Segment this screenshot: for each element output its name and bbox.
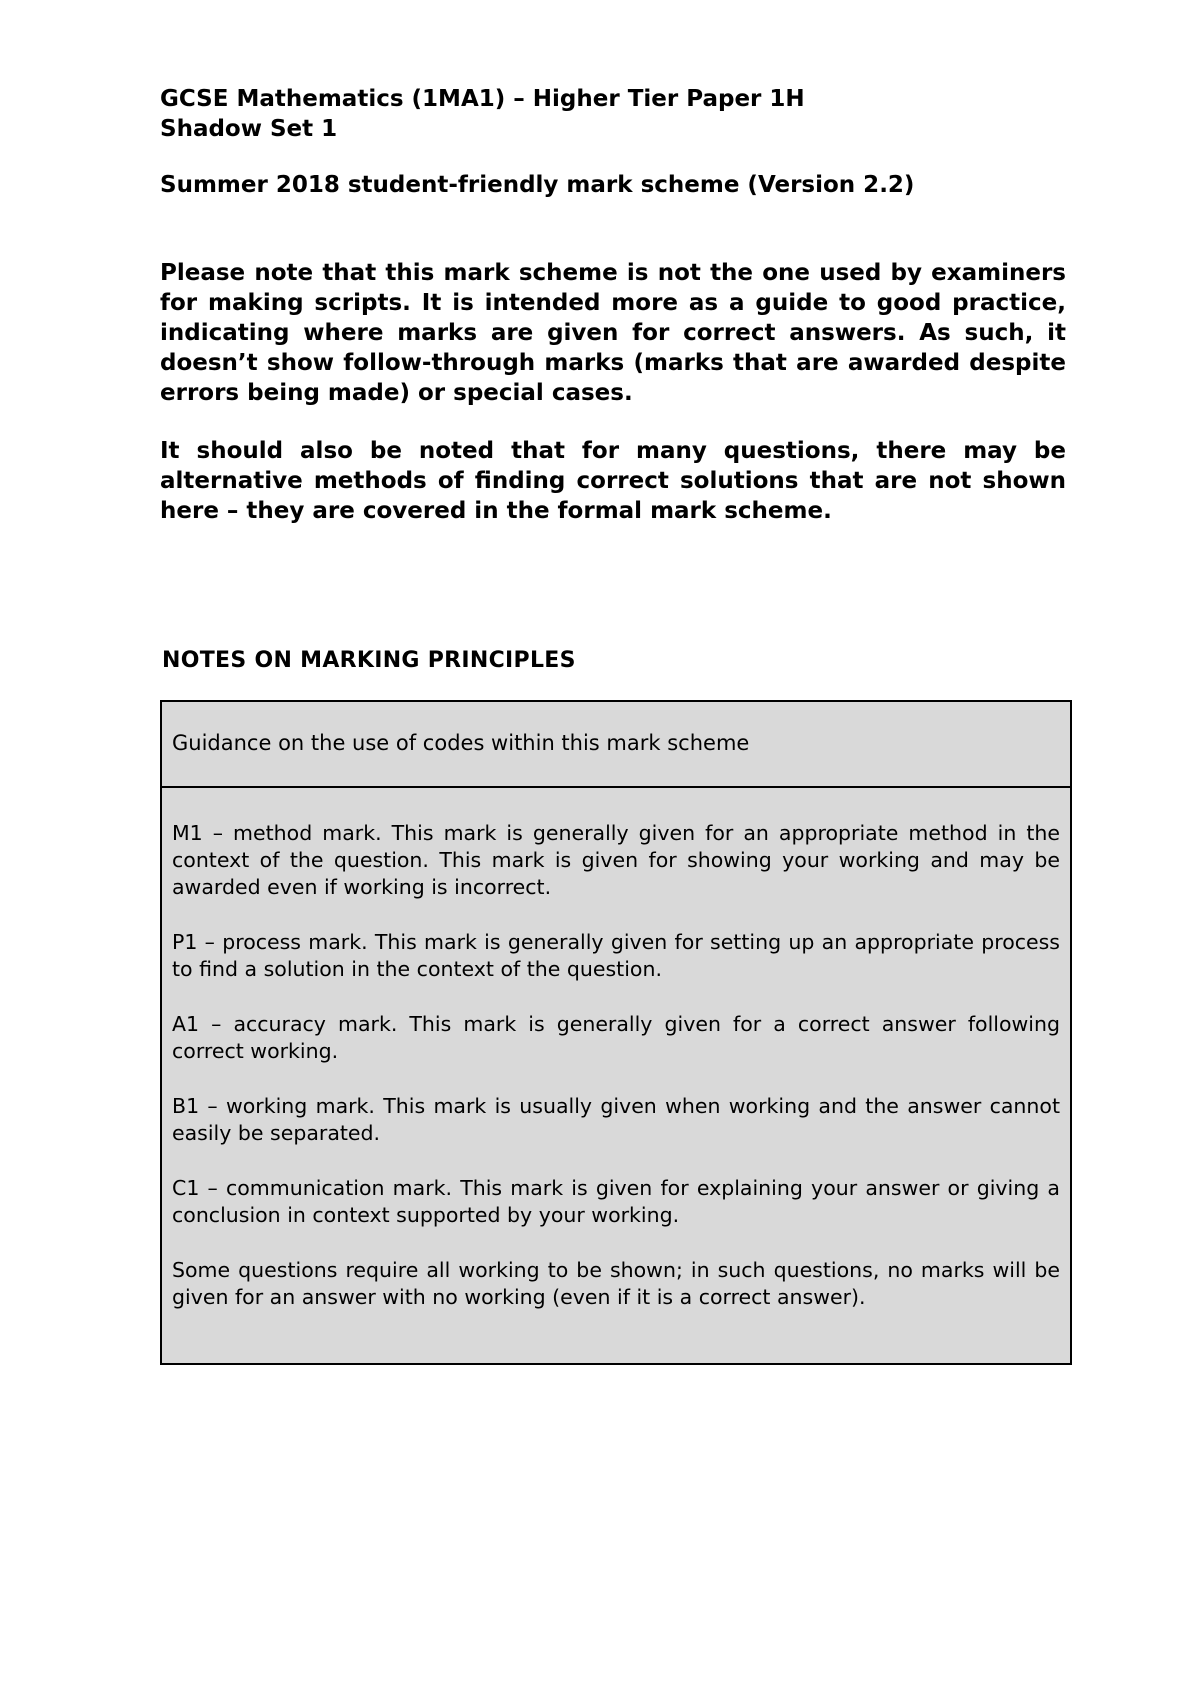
code-item-c1: C1 – communication mark. This mark is given for explaining your answer or giving a conclusion in context supported by your working. [172,1176,1060,1227]
notes-heading: NOTES ON MARKING PRINCIPLES [162,648,576,673]
guidance-table-body [162,788,1070,1363]
guidance-table [160,700,1072,1365]
intro-paragraph-2: It should also be noted that for many questions, there may be alternative methods of finding correct solutions that are not shown here – they are covered in the formal mark scheme. [160,438,1066,524]
code-item-a1: A1 – accuracy mark. This mark is generally given for a correct answer following correct working. [172,1012,1060,1063]
document-title: GCSE Mathematics (1MA1) – Higher Tier Paper 1H [160,86,805,112]
page-content [160,84,1066,1365]
code-item-working-note: Some questions require all working to be shown; in such questions, no marks will be given for an answer with no working (even if it is a correct answer). [172,1258,1060,1309]
code-item-m1: M1 – method mark. This mark is generally given for an appropriate method in the context of the question. This mark is given for showing your working and may be awarded even if working is incorrect. [172,821,1060,899]
code-item-b1: B1 – working mark. This mark is usually given when working and the answer cannot easily be separated. [172,1094,1060,1145]
guidance-table-title: Guidance on the use of codes within this mark scheme [172,731,750,755]
document-subtitle-set: Shadow Set 1 [160,116,338,142]
code-item-p1: P1 – process mark. This mark is generally given for setting up an appropriate process to find a solution in the context of the question. [172,930,1060,981]
intro-paragraph-1: Please note that this mark scheme is not the one used by examiners for making scripts. It is intended more as a guide to good practice, indicating where marks are given for correct answers. As such, it doesn’t show follow-through marks (marks that are awarded despite errors being made) or special cases. [160,260,1066,406]
mark-scheme-version: Summer 2018 student-friendly mark scheme (Version 2.2) [160,172,915,198]
guidance-table-header [162,702,1070,788]
